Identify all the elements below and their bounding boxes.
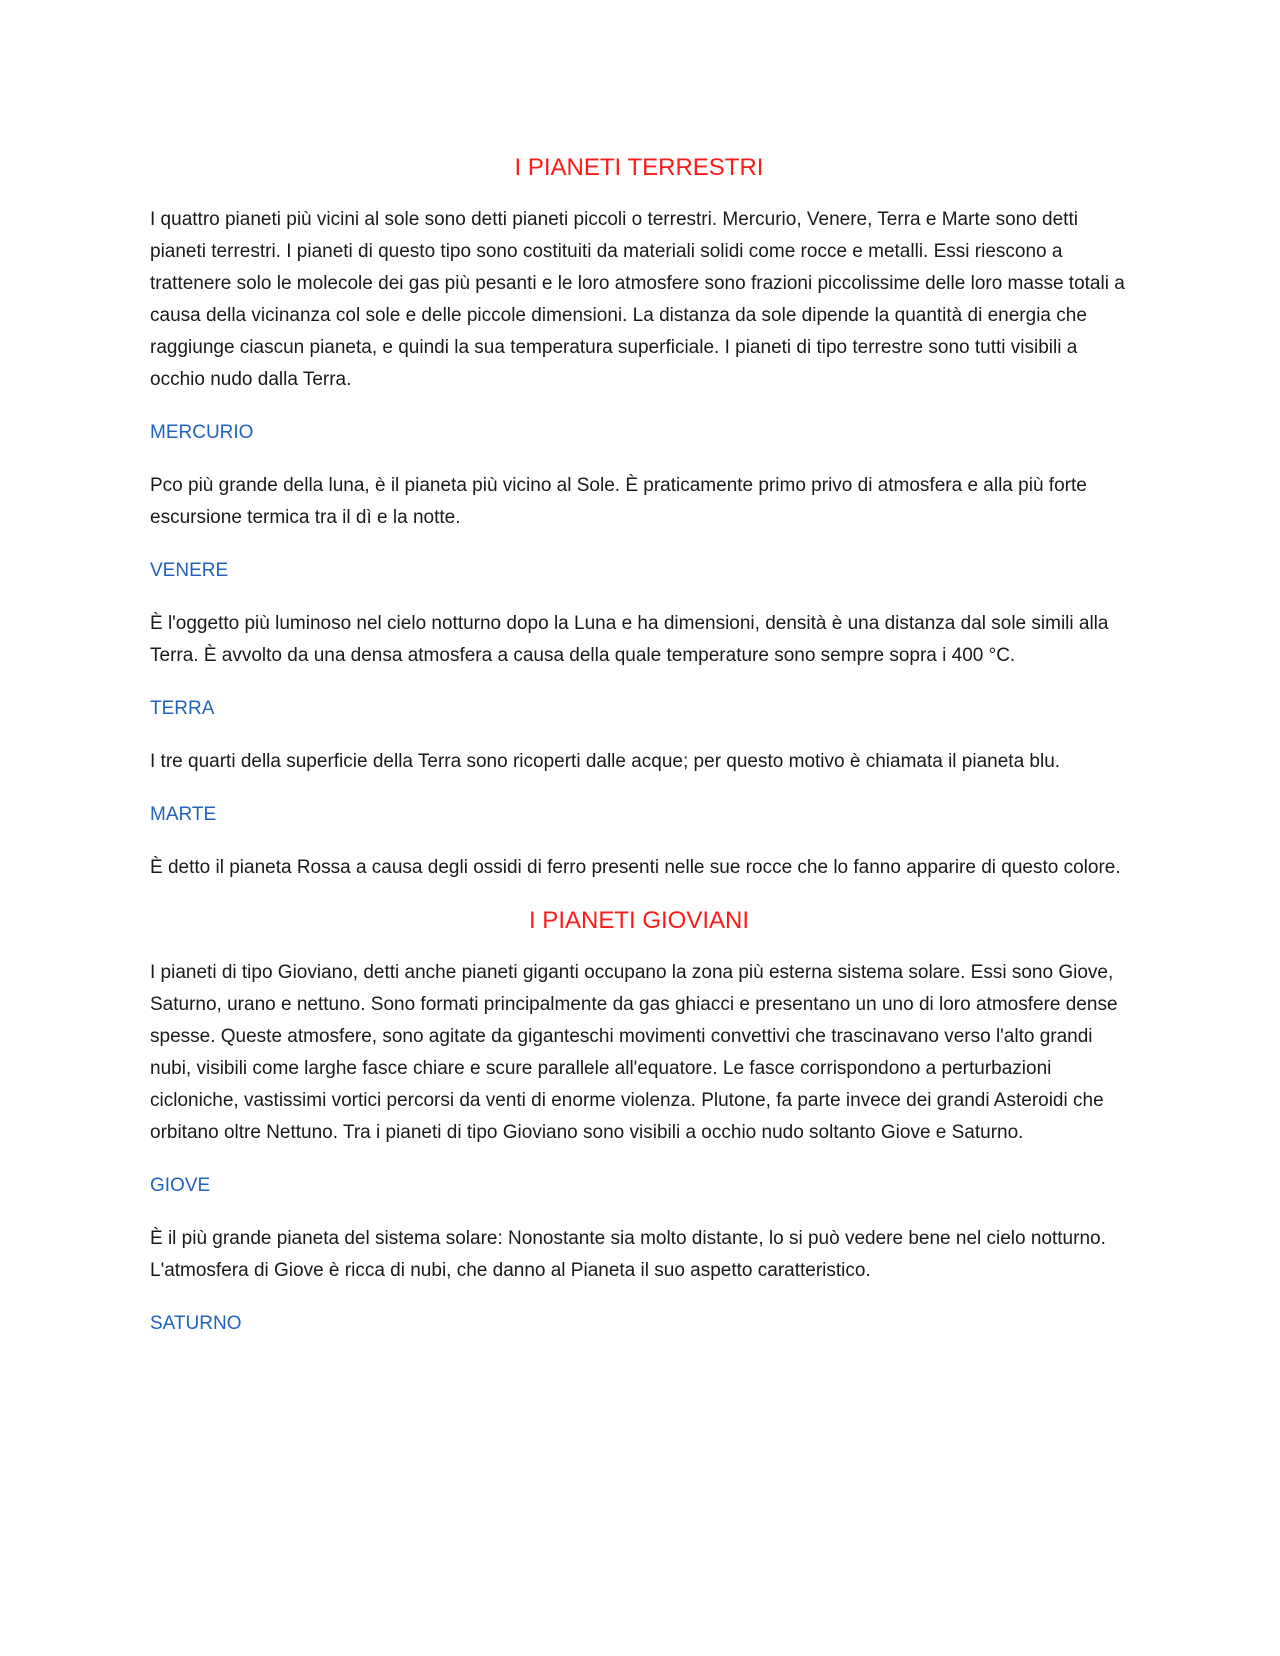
heading-venere: VENERE (150, 560, 229, 581)
section-title-terrestri: I PIANETI TERRESTRI (514, 154, 764, 181)
intro-paragraph-terrestri: I quattro pianeti più vicini al sole sono detti pianeti piccoli o terrestri. Mercurio, Venere, Terra e Marte sono detti pianeti terrestri. I pianeti di questo tipo sono costituiti da materiali solidi come rocce e metalli. Essi riescono a trattenere solo le molecole dei gas più pesanti e le loro atmosfere sono frazioni piccolissime delle loro masse totali a causa della vicinanza col sole e delle piccole dimensioni. La distanza da sole dipende la quantità di energia che raggiunge ciascun pianeta, e quindi la sua temperatura superficiale. I pianeti di tipo terrestre sono tutti visibili a occhio nudo dalla Terra. (150, 209, 1125, 390)
paragraph-terra: I tre quarti della superficie della Terra sono ricoperti dalle acque; per questo motivo è chiamata il pianeta blu. (150, 751, 1061, 772)
document-page (150, 140, 1128, 1361)
heading-mercurio: MERCURIO (150, 422, 254, 443)
heading-saturno: SATURNO (150, 1313, 242, 1334)
paragraph-venere: È l'oggetto più luminoso nel cielo notturno dopo la Luna e ha dimensioni, densità è una distanza dal sole simili alla Terra. È avvolto da una densa atmosfera a causa della quale temperature sono sempre sopra i 400 °C. (150, 613, 1109, 666)
paragraph-marte: È detto il pianeta Rossa a causa degli ossidi di ferro presenti nelle sue rocce che lo fanno apparire di questo colore. (150, 857, 1121, 878)
heading-terra: TERRA (150, 698, 215, 719)
paragraph-mercurio: Pco più grande della luna, è il pianeta più vicino al Sole. È praticamente primo privo di atmosfera e alla più forte escursione termica tra il dì e la notte. (150, 475, 1087, 528)
heading-marte: MARTE (150, 804, 217, 825)
heading-giove: GIOVE (150, 1175, 211, 1196)
section-title-gioviani: I PIANETI GIOVIANI (528, 907, 750, 934)
intro-paragraph-gioviani: I pianeti di tipo Gioviano, detti anche pianeti giganti occupano la zona più esterna sistema solare. Essi sono Giove, Saturno, urano e nettuno. Sono formati principalmente da gas ghiacci e presentano un uno di loro atmosfere dense spesse. Queste atmosfere, sono agitate da giganteschi movimenti convettivi che trascinavano verso l'alto grandi nubi, visibili come larghe fasce chiare e scure parallele all'equatore. Le fasce corrispondono a perturbazioni cicloniche, vastissimi vortici percorsi da venti di enorme violenza. Plutone, fa parte invece dei grandi Asteroidi che orbitano oltre Nettuno. Tra i pianeti di tipo Gioviano sono visibili a occhio nudo soltanto Giove e Saturno. (150, 962, 1118, 1143)
paragraph-giove: È il più grande pianeta del sistema solare: Nonostante sia molto distante, lo si può vedere bene nel cielo notturno. L'atmosfera di Giove è ricca di nubi, che danno al Pianeta il suo aspetto caratteristico. (150, 1228, 1106, 1281)
